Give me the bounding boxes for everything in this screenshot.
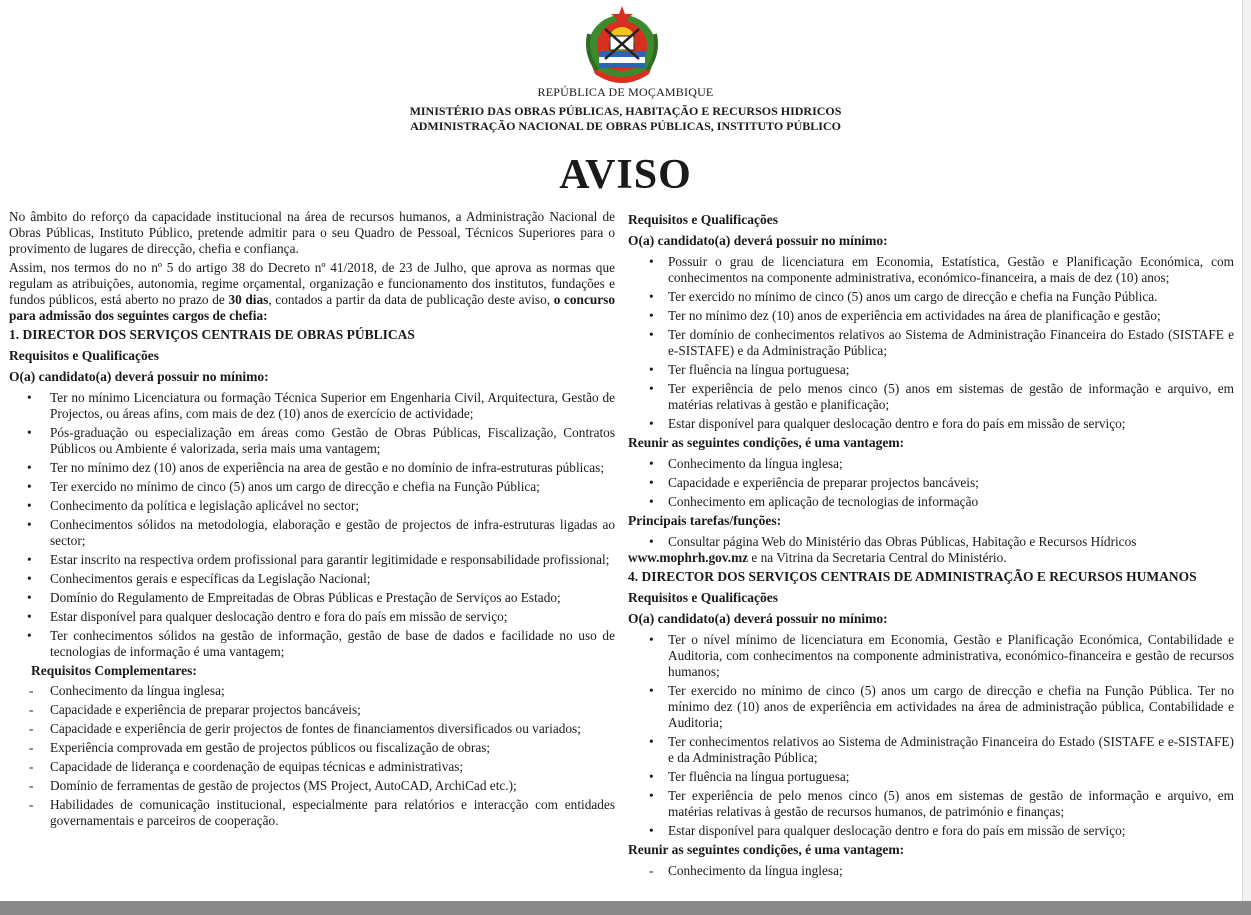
list-item: • Ter experiência de pelo menos cinco (5) anos em sistemas de gestão de informação e arquivo, em matérias relativas à gestão de recursos humanos, de património e finanças; — [628, 788, 1234, 820]
list-item: • Estar disponível para qualquer deslocação dentro e fora do país em missão de serviço; — [9, 609, 615, 625]
intro-paragraph-1: No âmbito do reforço da capacidade institucional na área de recursos humanos, a Administração Nacional de Obras Públicas, Instituto Público, pretende admitir para o seu Quadro de Pessoal, Técnicos Superiores para o provimento de lugares de direcção, chefia e confiança. — [9, 209, 615, 256]
list-item: • Possuir o grau de licenciatura em Economia, Estatística, Gestão e Planificação Económica, com conhecimentos na componente administrativa, económico-financeira, a mais de dez (10) anos; — [628, 254, 1234, 286]
list-item: • Ter o nível mínimo de licenciatura em Economia, Gestão e Planificação Económica, Contabilidade e Auditoria, com conhecimentos na componente administrativa, económico-financeira e gestão de recursos humanos; — [628, 632, 1234, 680]
tasks-heading: Principais tarefas/funções: — [628, 513, 782, 528]
list-item: • Ter fluência na língua portuguesa; — [628, 362, 1234, 378]
left-column — [9, 209, 615, 832]
intro-bold-tail: o concurso para admissão dos seguintes cargos de chefia: — [9, 292, 615, 323]
list-item: - Experiência comprovada em gestão de projectos públicos ou fiscalização de obras; — [9, 740, 615, 756]
tasks-list — [628, 534, 1234, 550]
list-item: • Estar inscrito na respectiva ordem profissional para garantir legitimidade e responsabilidade profissional; — [9, 552, 615, 568]
list-item: • Ter fluência na língua portuguesa; — [628, 769, 1234, 785]
tasks-tail-text: e na Vitrina da Secretaria Central do Ministério. — [748, 550, 1007, 565]
list-item: • Domínio do Regulamento de Empreitadas de Obras Públicas e Prestação de Serviços ao Estado; — [9, 590, 615, 606]
notice-title: AVISO — [559, 152, 692, 198]
list-item: • Estar disponível para qualquer deslocação dentro e fora do país em missão de serviço; — [628, 823, 1234, 839]
advantage-heading: Reunir as seguintes condições, é uma vantagem: — [628, 435, 905, 450]
list-item: - Habilidades de comunicação institucional, especialmente para relatórios e interacção com entidades governamentais e parceiros de cooperação. — [9, 797, 615, 829]
advantage-list — [628, 456, 1234, 510]
list-item: - Capacidade e experiência de preparar projectos bancáveis; — [9, 702, 615, 718]
requirements-heading: Requisitos e Qualificações — [628, 212, 778, 227]
list-item: • Consultar página Web do Ministério das Obras Públicas, Habitação e Recursos Hídricos — [628, 534, 1234, 550]
section-1-requirements-list — [9, 390, 615, 660]
requirements-list — [628, 254, 1234, 432]
intro-text-b: , contados a partir da data de publicação deste aviso, — [268, 292, 554, 307]
list-item: - Capacidade de liderança e coordenação de equipas técnicas e administrativas; — [9, 759, 615, 775]
section-1-heading: 1. DIRECTOR DOS SERVIÇOS CENTRAIS DE OBRAS PÚBLICAS — [9, 327, 415, 342]
list-item: • Conhecimento da política e legislação aplicável no sector; — [9, 498, 615, 514]
intro-paragraph-2 — [9, 260, 615, 324]
list-item: • Ter exercido no mínimo de cinco (5) anos um cargo de direcção e chefia na Função Pública; — [9, 479, 615, 495]
list-item: • Ter no mínimo Licenciatura ou formação Técnica Superior em Engenharia Civil, Arquitectura, Gestão de Projectos, ou áreas afins, com mais de dez (10) anos de exercício de actividade; — [9, 390, 615, 422]
list-item: • Estar disponível para qualquer deslocação dentro e fora do país em missão de serviço; — [628, 416, 1234, 432]
list-item: • Ter domínio de conhecimentos relativos ao Sistema de Administração Financeira do Estado (SISTAFE e e-SISTAFE) e da Administração Pública; — [628, 327, 1234, 359]
list-item: • Ter no mínimo dez (10) anos de experiência na area de gestão e no domínio de infra-estruturas públicas; — [9, 460, 615, 476]
right-column — [628, 209, 1234, 882]
list-item: • Capacidade e experiência de preparar projectos bancáveis; — [628, 475, 1234, 491]
list-item: - Capacidade e experiência de gerir projectos de fontes de financiamentos diversificados ou variados; — [9, 721, 615, 737]
section-4-requirements-list — [628, 632, 1234, 839]
section-1-minimum-heading: O(a) candidato(a) deverá possuir no mínimo: — [9, 369, 269, 384]
page-edge-shadow — [1242, 0, 1251, 915]
list-item: • Conhecimentos sólidos na metodologia, elaboração e gestão de projectos de infra-estruturas ligadas ao sector; — [9, 517, 615, 549]
deadline-days: 30 dias — [228, 292, 269, 307]
horizontal-scrollbar[interactable] — [0, 901, 1251, 915]
list-item: • Ter experiência de pelo menos cinco (5) anos em sistemas de gestão de informação e arquivo, em matérias relativas à gestão e planificação; — [628, 381, 1234, 413]
section-1-requirements-heading: Requisitos e Qualificações — [9, 348, 159, 363]
list-item: • Conhecimentos gerais e específicas da Legislação Nacional; — [9, 571, 615, 587]
complementary-requirements-list — [9, 683, 615, 829]
list-item: • Pós-graduação ou especialização em áreas como Gestão de Obras Públicas, Fiscalização, Contratos Públicos ou Ambiente é valorizada, seria mais uma vantagem; — [9, 425, 615, 457]
section-4-advantage-heading: Reunir as seguintes condições, é uma vantagem: — [628, 842, 905, 857]
section-4-advantage-list — [628, 863, 1234, 879]
list-item: - Conhecimento da língua inglesa; — [628, 863, 1234, 879]
ministry-name: MINISTÉRIO DAS OBRAS PÚBLICAS, HABITAÇÃO E RECURSOS HIDRICOS — [409, 104, 842, 118]
list-item: • Ter exercido no mínimo de cinco (5) anos um cargo de direcção e chefia na Função Pública. — [628, 289, 1234, 305]
list-item: • Ter no mínimo dez (10) anos de experiência em actividades na área de planificação e gestão; — [628, 308, 1234, 324]
list-item: • Conhecimento em aplicação de tecnologias de informação — [628, 494, 1234, 510]
coat-of-arms-icon — [583, 4, 661, 84]
list-item: • Ter conhecimentos sólidos na gestão de informação, gestão de base de dados e facilidade no uso de tecnologias de informação é uma vantagem; — [9, 628, 615, 660]
complementary-requirements-heading: Requisitos Complementares: — [31, 663, 197, 678]
ministry-website-link[interactable]: www.mophrh.gov.mz — [628, 550, 749, 565]
minimum-heading: O(a) candidato(a) deverá possuir no mínimo: — [628, 233, 888, 248]
list-item: - Conhecimento da língua inglesa; — [9, 683, 615, 699]
list-item: • Conhecimento da língua inglesa; — [628, 456, 1234, 472]
section-4-minimum-heading: O(a) candidato(a) deverá possuir no mínimo: — [628, 611, 888, 626]
list-item: - Domínio de ferramentas de gestão de projectos (MS Project, AutoCAD, ArchiCad etc.); — [9, 778, 615, 794]
intro-text-a: Assim, nos termos do no nº 5 do artigo 38 do Decreto nº 41/2018, de 23 de Julho, que aprova as normas que regulam as atribuições, autonomia, regime orçamental, organização e funcionamento dos institutos, fundações e fundos públicos, está aberto no prazo de — [9, 260, 615, 307]
tasks-website-line — [628, 550, 1234, 566]
administration-name: ADMINISTRAÇÃO NACIONAL DE OBRAS PÚBLICAS, INSTITUTO PÚBLICO — [410, 119, 841, 133]
section-4-heading: 4. DIRECTOR DOS SERVIÇOS CENTRAIS DE ADMINISTRAÇÃO E RECURSOS HUMANOS — [628, 569, 1197, 584]
list-item: • Ter conhecimentos relativos ao Sistema de Administração Financeira do Estado (SISTAFE e e-SISTAFE) e da Administração Pública; — [628, 734, 1234, 766]
section-4-requirements-heading: Requisitos e Qualificações — [628, 590, 778, 605]
list-item: • Ter exercido no mínimo de cinco (5) anos um cargo de direcção e chefia na Função Pública. Ter no mínimo dez (10) anos de experiência em actividades na área de administração pública, Contabilidade e Auditoria; — [628, 683, 1234, 731]
republic-name: REPÚBLICA DE MOÇAMBIQUE — [537, 85, 714, 99]
